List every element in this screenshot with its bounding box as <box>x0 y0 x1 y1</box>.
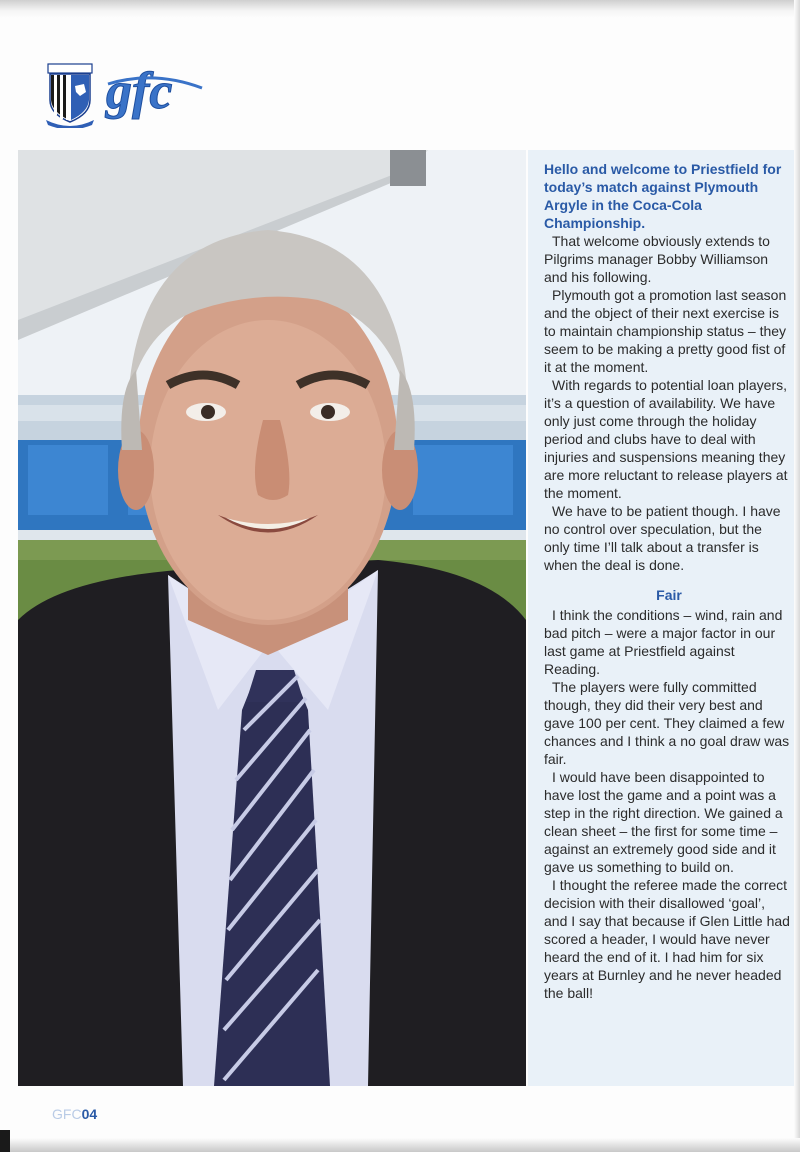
article-subhead: Fair <box>656 587 682 603</box>
article-paragraph: The players were fully committed though, they did their very best and gave 100 per cent. They claimed a few chances and I think a no goal draw was fair. <box>544 679 790 767</box>
binding-mark <box>0 1130 10 1152</box>
page-number-prefix: GFC <box>52 1106 82 1122</box>
article-paragraph: With regards to potential loan players, it’s a question of availability. We have only just come through the holiday period and clubs have to deal with injuries and suspensions meaning they are more reluctant to release players at the moment. <box>544 377 788 501</box>
svg-text:gfc: gfc <box>106 63 173 120</box>
article-column <box>528 150 794 1086</box>
article-paragraph: We have to be patient though. I have no control over speculation, but the only time I’ll talk about a transfer is when the deal is done. <box>544 503 781 573</box>
page-number-value: 04 <box>81 1106 98 1122</box>
article-paragraph: I thought the referee made the correct decision with their disallowed ‘goal’, and I say that because if Glen Little had scored a header, I would have never heard the end of it. I had him for six years at Burnley and he never headed the ball! <box>544 877 790 1001</box>
page-edge-top <box>0 0 800 18</box>
page-edge-bottom <box>0 1138 800 1152</box>
article-paragraph: I think the conditions – wind, rain and bad pitch – were a major factor in our last game at Priestfield against Reading. <box>544 607 783 677</box>
club-crest-icon <box>44 62 96 128</box>
article-paragraph: Plymouth got a promotion last season and the object of their next exercise is to maintain championship status – they seem to be making a pretty good fist of it at the moment. <box>544 287 787 375</box>
page-edge-right <box>794 0 800 1152</box>
article-paragraph: I would have been disappointed to have lost the game and a point was a step in the right direction. We gained a clean sheet – the first for some time – against an extremely good side and it gave us something to build on. <box>544 769 783 875</box>
article-intro: Hello and welcome to Priestfield for today’s match against Plymouth Argyle in the Coca-Cola Championship. <box>544 161 782 231</box>
manager-photo <box>18 150 526 1086</box>
article-paragraph: That welcome obviously extends to Pilgrims manager Bobby Williamson and his following. <box>544 233 770 285</box>
page-number <box>52 1106 97 1122</box>
gfc-logo <box>104 62 206 128</box>
